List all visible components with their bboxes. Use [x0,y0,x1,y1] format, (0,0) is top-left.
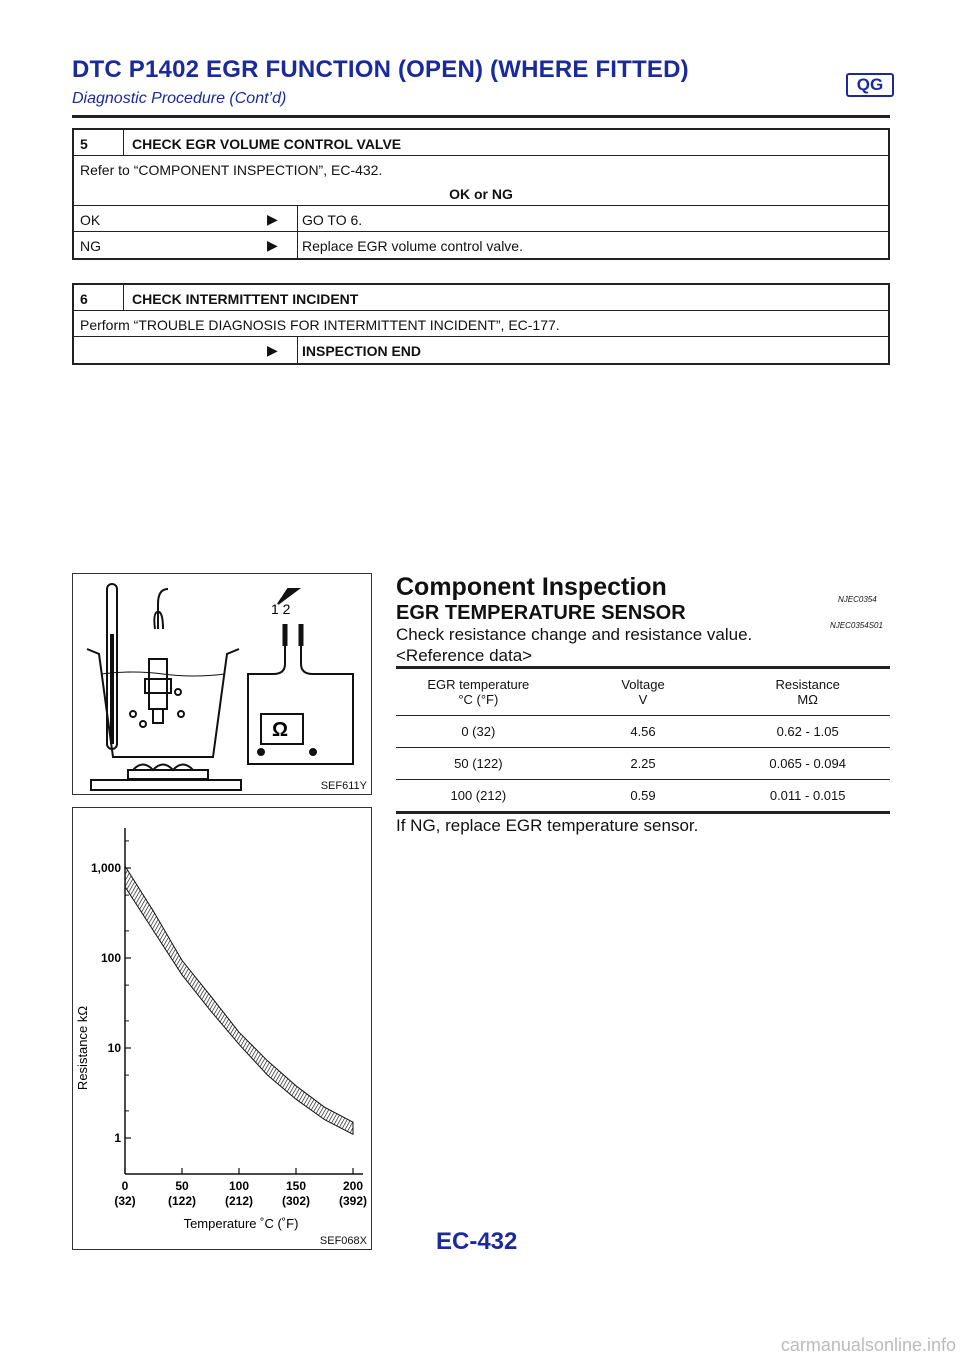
y-tick-label: 1 [114,1131,121,1145]
table-row [396,780,890,811]
resistance-temperature-chart [73,808,371,1249]
y-axis-label: Resistance kΩ [75,1005,90,1091]
x-tick-label-f: (212) [224,1194,254,1208]
table-header-cell: EGR temperature °C (°F) [427,677,530,707]
x-tick-label-f: (32) [114,1194,136,1208]
x-tick-label: 0 [121,1179,129,1193]
y-tick-label: 1,000 [90,861,121,875]
table-cell: 2.25 [630,756,656,771]
step-title: CHECK INTERMITTENT INCIDENT [132,291,359,307]
watermark: carmanualsonline.info [780,1335,956,1355]
y-tick-label: 10 [107,1041,121,1055]
table-cell: 0.59 [630,788,656,803]
x-tick-label: 200 [342,1179,364,1193]
result-action: GO TO 6. [297,206,362,231]
figure-code: SEF068X [319,1235,367,1247]
page-header-title: DTC P1402 EGR FUNCTION (OPEN) (WHERE FITTED) [72,56,689,83]
reference-data-label: <Reference data> [396,646,533,665]
table-row [396,716,890,748]
subsection-code: NJEC0354S01 [830,621,883,630]
x-axis-label: Temperature ˚C (˚F) [183,1216,299,1231]
page-number: EC-432 [436,1228,518,1255]
table-cell: 50 (122) [454,756,503,771]
ohm-symbol: Ω [272,719,289,741]
instruction-text: Check resistance change and resistance value. [396,625,753,644]
step-6-box [72,283,890,365]
step-5-header [74,130,888,156]
y-tick-label: 100 [100,951,121,965]
connector-label: 1 2 [271,601,291,617]
sensor-test-illustration [72,573,372,795]
step-number: 6 [74,285,124,310]
x-tick-label-f: (122) [167,1194,197,1208]
x-tick-label-f: (392) [338,1194,368,1208]
page-header-subtitle: Diagnostic Procedure (Cont’d) [72,90,287,107]
table-header-cell: Resistance MΩ [775,677,840,707]
step-5-box [72,128,890,260]
reference-data-table [396,666,890,814]
resistance-band [125,866,353,1134]
ok-or-ng-label: OK or NG [74,182,888,206]
table-cell: 0.065 - 0.094 [769,756,846,771]
result-action: INSPECTION END [297,337,421,363]
result-row-ng [74,232,888,258]
ng-instruction: If NG, replace EGR temperature sensor. [396,816,699,835]
beaker-heater-ohmmeter-icon [73,574,371,794]
table-header-row [396,669,890,716]
resistance-chart-figure [72,807,372,1250]
result-row-end [74,337,888,363]
x-tick-label: 100 [228,1179,250,1193]
x-tick-label: 50 [175,1179,189,1193]
section-title: Component Inspection [396,573,667,601]
x-tick-label-f: (302) [281,1194,311,1208]
table-row [396,748,890,780]
table-cell: 4.56 [630,724,656,739]
arrow-right-icon: ▶ [267,342,278,358]
step-description: Perform “TROUBLE DIAGNOSIS FOR INTERMITTENT INCIDENT”, EC-177. [74,311,888,337]
header-rule [72,115,890,118]
table-cell: 0 (32) [461,724,496,739]
table-cell: 0.011 - 0.015 [769,788,846,803]
table-header-cell: Voltage V [621,677,665,707]
result-row-ok [74,206,888,232]
figure-code: SEF611Y [320,780,367,792]
step-number: 5 [74,130,124,155]
section-code: NJEC0354 [838,595,877,604]
step-description: Refer to “COMPONENT INSPECTION”, EC-432. [80,162,383,178]
step-title: CHECK EGR VOLUME CONTROL VALVE [132,136,402,152]
subsection-title: EGR TEMPERATURE SENSOR [396,602,686,624]
table-cell: 100 (212) [450,788,507,803]
arrow-right-icon: ▶ [267,237,278,253]
arrow-right-icon: ▶ [267,211,278,227]
result-key: NG [80,238,101,254]
table-cell: 0.62 - 1.05 [776,724,839,739]
result-key: OK [80,212,101,228]
model-badge: QG [846,73,894,97]
x-tick-label: 150 [285,1179,307,1193]
step-6-header [74,285,888,311]
result-action: Replace EGR volume control valve. [297,232,523,258]
